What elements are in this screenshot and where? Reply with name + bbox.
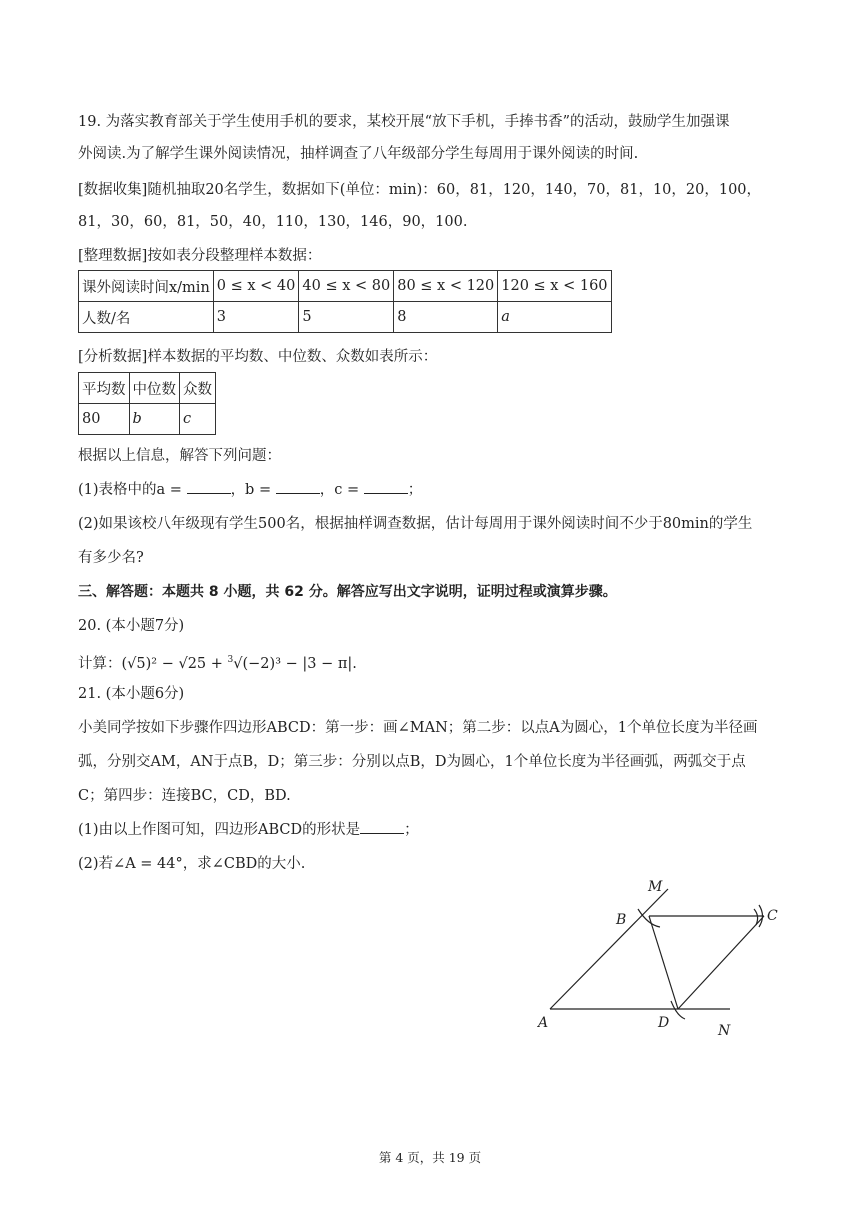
q19-part1-a: (1)表格中的a = — [78, 482, 187, 498]
statistics-table — [78, 372, 216, 435]
q19-part1-c: ，c = — [319, 482, 364, 498]
answer-blank — [360, 821, 404, 834]
q19-analyze-data: [分析数据]样本数据的平均数、中位数、众数如表所示： — [78, 349, 438, 365]
table-cell: 课外阅读时间x/min — [79, 271, 214, 302]
q21-part1-text: (1)由以上作图可知，四边形ABCD的形状是 — [78, 822, 361, 838]
q19-line2: 外阅读.为了解学生课外阅读情况，抽样调查了八年级部分学生每周用于课外阅读的时间. — [78, 146, 639, 162]
q19-part1 — [78, 480, 422, 500]
table-cell: a — [498, 302, 611, 333]
q21-part2: (2)若∠A = 44°，求∠CBD的大小. — [78, 856, 306, 872]
table-cell: c — [180, 404, 216, 435]
table-row — [79, 271, 612, 302]
q19-data-collection: [数据收集]随机抽取20名学生，数据如下(单位：min)：60，81，120，140，70，81，10，20，100， — [78, 182, 762, 198]
q19-line1: 19. 为落实教育部关于学生使用手机的要求，某校开展“放下手机，手捧书香”的活动，鼓励学生加强课 — [78, 114, 730, 130]
table-cell: 80 — [79, 404, 130, 435]
q20-expression — [78, 650, 357, 674]
q21-line2: 弧，分别交AM，AN于点B，D；第三步：分别以点B，D为圆心，1个单位长度为半径画弧，两弧交于点 — [78, 754, 746, 770]
table-cell: 80 ≤ x < 120 — [394, 271, 498, 302]
segment-dc — [678, 916, 764, 1009]
section-three-heading: 三、解答题：本题共 8 小题，共 62 分。解答应写出文字说明，证明过程或演算步骤。 — [78, 584, 617, 600]
frequency-table — [78, 270, 612, 333]
q20-title: 20. (本小题7分) — [78, 618, 185, 634]
label-d: D — [658, 1015, 670, 1031]
table-row — [79, 373, 216, 404]
table-cell: 众数 — [180, 373, 216, 404]
q20-calc-label: 计算： — [78, 655, 122, 672]
table-cell: 120 ≤ x < 160 — [498, 271, 611, 302]
q19-organize-data: [整理数据]按如表分段整理样本数据： — [78, 248, 322, 264]
table-cell: 平均数 — [79, 373, 130, 404]
table-cell: 8 — [394, 302, 498, 333]
answer-blank — [364, 481, 408, 494]
answer-blank — [187, 481, 231, 494]
q21-line1: 小美同学按如下步骤作四边形ABCD：第一步：画∠MAN；第二步：以点A为圆心，1个单位长度为半径画 — [78, 720, 758, 736]
page-footer: 第 4 页，共 19 页 — [378, 1150, 482, 1165]
cube-root-index: 3 — [227, 655, 234, 665]
label-m: M — [648, 879, 663, 895]
q19-instructions: 根据以上信息，解答下列问题： — [78, 448, 281, 464]
q19-part1-end: ； — [407, 482, 423, 498]
q20-expr-part2: √(−2)³ − |3 − π|. — [233, 655, 357, 672]
q20-expr-part1: (√5)² − √25 + — [121, 655, 228, 672]
table-row — [79, 302, 612, 333]
q21-title: 21. (本小题6分) — [78, 686, 185, 702]
arc-mark-c2 — [754, 909, 758, 925]
q21-part1 — [78, 820, 419, 840]
table-cell: 40 ≤ x < 80 — [299, 271, 394, 302]
table-row — [79, 404, 216, 435]
table-cell: 5 — [299, 302, 394, 333]
table-cell: 人数/名 — [79, 302, 214, 333]
construction-figure — [530, 875, 790, 1040]
label-a: A — [538, 1015, 549, 1031]
segment-bd — [649, 916, 678, 1009]
table-cell: 3 — [213, 302, 299, 333]
label-b: B — [616, 912, 627, 928]
label-n: N — [718, 1023, 731, 1039]
q19-part2-line1: (2)如果该校八年级现有学生500名，根据抽样调查数据，估计每周用于课外阅读时间不少于80min的学生 — [78, 516, 753, 532]
table-cell: 0 ≤ x < 40 — [213, 271, 299, 302]
answer-blank — [276, 481, 320, 494]
q21-line3: C；第四步：连接BC，CD，BD. — [78, 788, 291, 804]
ray-am — [550, 889, 668, 1009]
q19-part2-line2: 有多少名? — [78, 550, 144, 566]
table-cell: b — [129, 404, 180, 435]
table-cell: 中位数 — [129, 373, 180, 404]
q19-part1-b: ，b = — [230, 482, 276, 498]
label-c: C — [767, 908, 778, 924]
q19-data-values: 81，30，60，81，50，40，110，130，146，90，100. — [78, 214, 468, 230]
q21-part1-end: ； — [404, 822, 419, 838]
